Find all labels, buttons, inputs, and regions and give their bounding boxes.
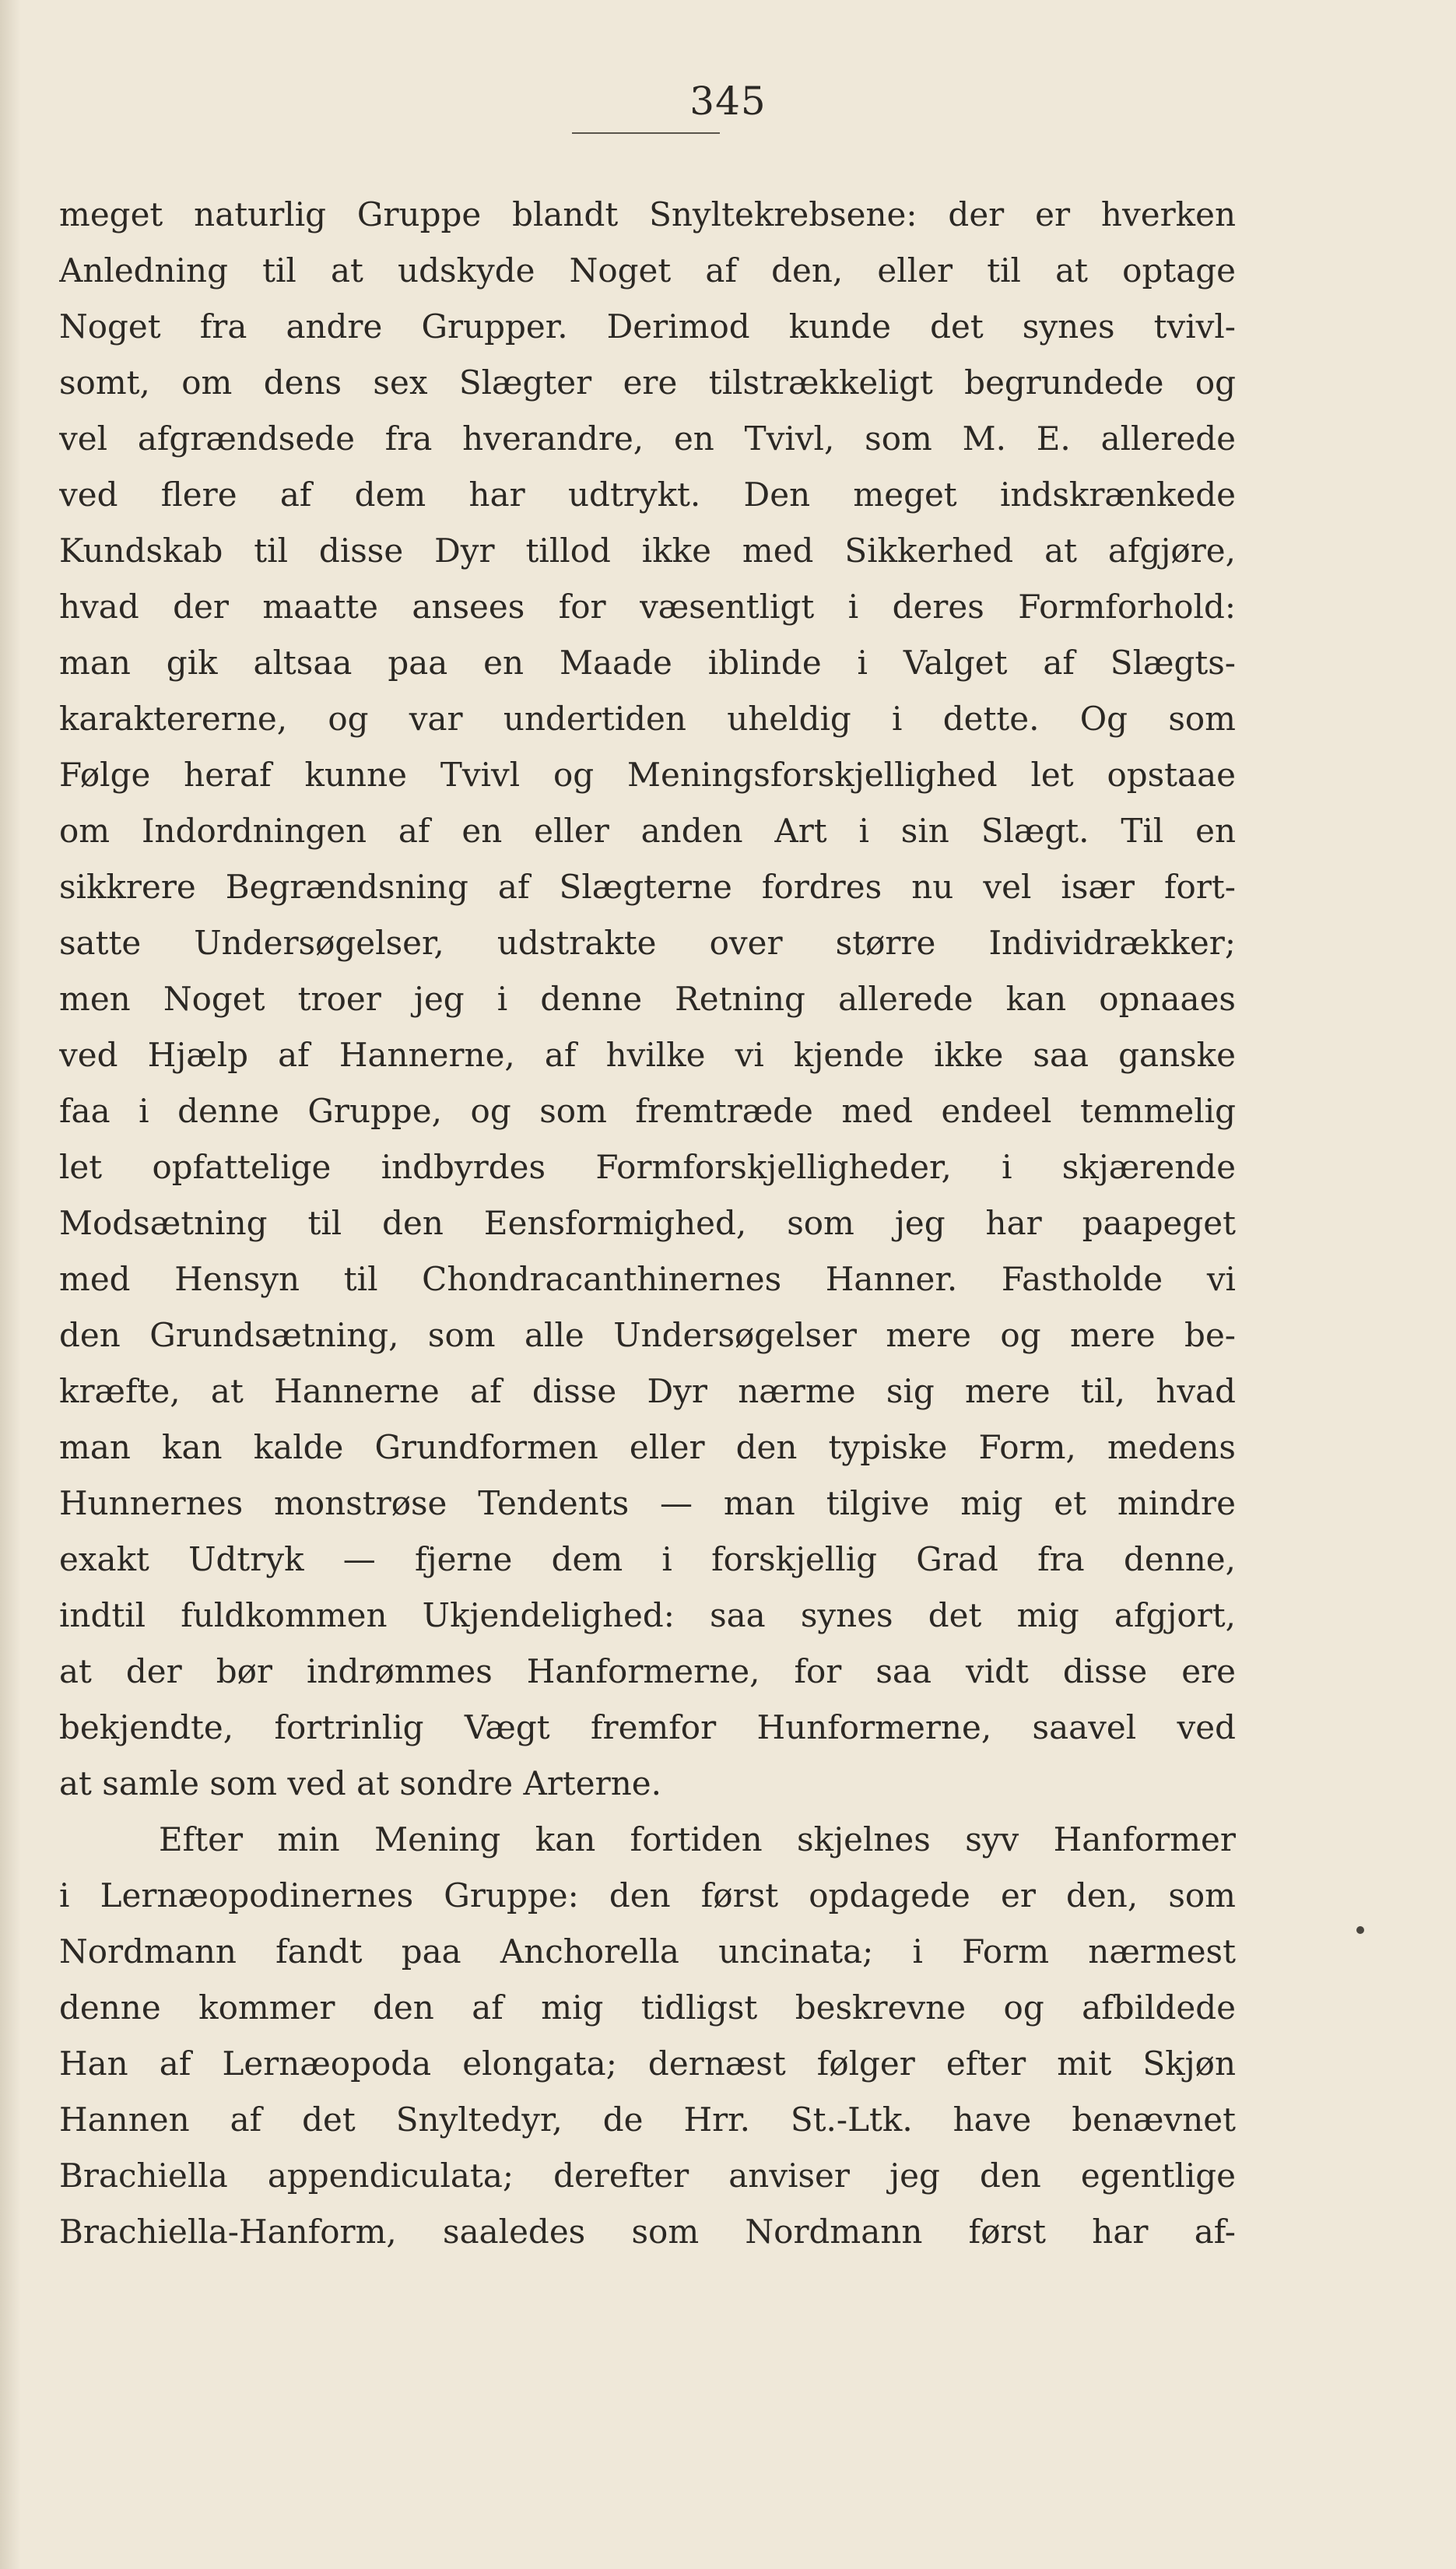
text-line: med Hensyn til Chondracanthinernes Hanner. Fastholde vi <box>59 1260 1236 1298</box>
text-line: indtil fuldkommen Ukjendelighed: saa synes det mig afgjort, <box>59 1596 1236 1634</box>
text-line: somt, om dens sex Slægter ere tilstrækkeligt begrundede og <box>59 363 1236 402</box>
text-line: om Indordningen af en eller anden Art i sin Slægt. Til en <box>59 812 1236 850</box>
text-line: Hunnernes monstrøse Tendents — man tilgive mig et mindre <box>59 1484 1236 1522</box>
text-line: Nordmann fandt paa Anchorella uncinata; i Form nærmest <box>59 1932 1236 1971</box>
scan-edge <box>0 0 20 2569</box>
text-line: men Noget troer jeg i denne Retning allerede kan opnaaes <box>59 980 1236 1018</box>
text-line: Modsætning til den Eensformighed, som jeg har paapeget <box>59 1204 1236 1242</box>
text-line: Anledning til at udskyde Noget af den, eller til at optage <box>59 251 1236 290</box>
text-line: Brachiella-Hanform, saaledes som Nordmann først har af- <box>59 2213 1236 2251</box>
text-line: kræfte, at Hannerne af disse Dyr nærme sig mere til, hvad <box>59 1372 1236 1410</box>
text-line: Han af Lernæopoda elongata; dernæst følger efter mit Skjøn <box>59 2044 1236 2083</box>
text-line: karaktererne, og var undertiden uheldig i dette. Og som <box>59 700 1236 738</box>
text-line: man gik altsaa paa en Maade iblinde i Valget af Slægts- <box>59 644 1236 682</box>
text-line: faa i denne Gruppe, og som fremtræde med endeel temmelig <box>59 1092 1236 1130</box>
text-line: vel afgrændsede fra hverandre, en Tvivl, som M. E. allerede <box>59 419 1236 458</box>
text-line: man kan kalde Grundformen eller den typiske Form, medens <box>59 1428 1236 1466</box>
text-line: meget naturlig Gruppe blandt Snyltekrebsene: der er hverken <box>59 195 1236 233</box>
margin-dot <box>1356 1926 1364 1934</box>
text-line: Hannen af det Snyltedyr, de Hrr. St.-Ltk. have benævnet <box>59 2100 1236 2139</box>
text-line: bekjendte, fortrinlig Vægt fremfor Hunformerne, saavel ved <box>59 1708 1236 1746</box>
text-line: Noget fra andre Grupper. Derimod kunde det synes tvivl- <box>59 307 1236 346</box>
text-line: i Lernæopodinernes Gruppe: den først opdagede er den, som <box>59 1876 1236 1914</box>
page-number-rule <box>572 132 720 134</box>
text-line: at der bør indrømmes Hanformerne, for saa vidt disse ere <box>59 1652 1236 1690</box>
paragraph-end-line: at samle som ved at sondre Arterne. <box>59 1764 661 1802</box>
text-line: sikkrere Begrændsning af Slægterne fordres nu vel især fort- <box>59 868 1236 906</box>
text-line: satte Undersøgelser, udstrakte over større Individrækker; <box>59 924 1236 962</box>
text-line: hvad der maatte ansees for væsentligt i deres Formforhold: <box>59 588 1236 626</box>
text-line: denne kommer den af mig tidligst beskrevne og afbildede <box>59 1988 1236 2027</box>
text-line: exakt Udtryk — fjerne dem i forskjellig Grad fra denne, <box>59 1540 1236 1578</box>
text-line: Brachiella appendiculata; derefter anviser jeg den egentlige <box>59 2157 1236 2195</box>
text-line: ved Hjælp af Hannerne, af hvilke vi kjende ikke saa ganske <box>59 1036 1236 1074</box>
text-line: let opfattelige indbyrdes Formforskjelligheder, i skjærende <box>59 1148 1236 1186</box>
text-line: Følge heraf kunne Tvivl og Meningsforskjellighed let opstaae <box>59 756 1236 794</box>
body-text <box>59 187 1236 2260</box>
page-number: 345 <box>689 79 767 124</box>
text-line: Kundskab til disse Dyr tillod ikke med Sikkerhed at afgjøre, <box>59 532 1236 570</box>
paragraph-start-line: Efter min Mening kan fortiden skjelnes syv Hanformer <box>159 1820 1236 1858</box>
text-line: ved flere af dem har udtrykt. Den meget indskrænkede <box>59 476 1236 514</box>
text-line: den Grundsætning, som alle Undersøgelser mere og mere be- <box>59 1316 1236 1354</box>
